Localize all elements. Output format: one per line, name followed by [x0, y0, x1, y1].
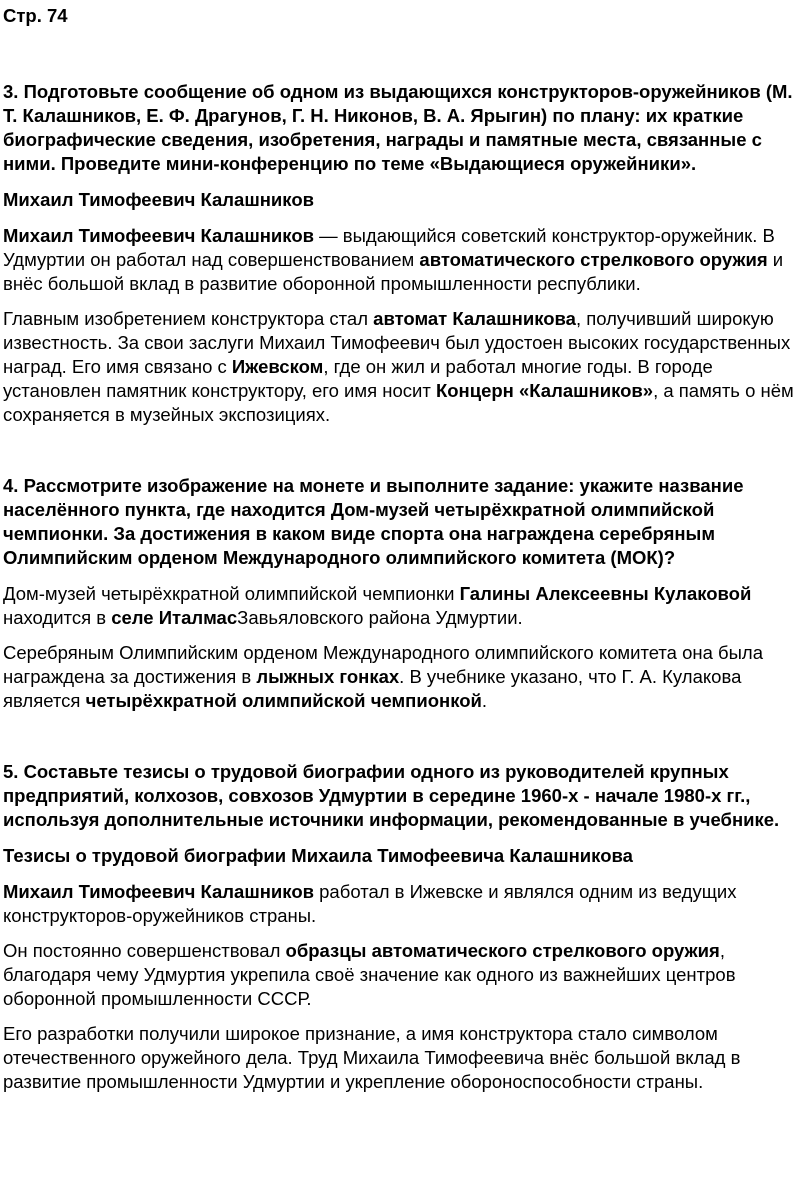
text: и внёс большой вклад в развитие оборонной промышленности республики.	[3, 249, 784, 294]
bold-text: лыжных гонках	[256, 666, 400, 687]
task-5-question: 5. Составьте тезисы о трудовой биографии одного из руководителей крупных предприятий, колхозов, совхозов Удмуртии в середине 1960-х - начале 1980-х гг., используя дополнительные источники информации, рекомендованные в учебнике.	[3, 761, 780, 830]
task-3-paragraph-1	[3, 224, 796, 296]
task-5-paragraph-3	[3, 1022, 796, 1094]
bold-text: автоматического стрелкового оружия	[419, 249, 768, 270]
bold-text: селе Италмас	[111, 607, 238, 628]
task-4-question: 4. Рассмотрите изображение на монете и выполните задание: укажите название населённого пункта, где находится Дом-музей четырёхкратной олимпийской чемпионки. За достижения в каком виде спорта она награждена серебряным Олимпийским орденом Международного олимпийского комитета (МОК)?	[3, 475, 744, 568]
bold-text: автомат Калашникова	[373, 308, 576, 329]
text: — выдающийся советский конструктор-оружейник. В Удмуртии он работал над совершенствованием	[3, 225, 775, 270]
bold-text: Михаил Тимофеевич Калашников	[3, 881, 314, 902]
text: , благодаря чему Удмуртия укрепила своё значение как одного из важнейших центров оборонной промышленности СССР.	[3, 940, 736, 1009]
text: , где он жил и работал многие годы. В городе установлен памятник конструктору, его имя носит	[3, 356, 713, 401]
task-3-heading: Михаил Тимофеевич Калашников	[3, 189, 314, 210]
text: , а память о нём сохраняется в музейных экспозициях.	[3, 380, 794, 425]
text: .	[481, 690, 488, 711]
bold-text: Галины Алексеевны Кулаковой	[459, 583, 752, 604]
bold-text: Концерн «Калашников»	[435, 380, 654, 401]
text: . В учебнике указано, что Г. А. Кулакова является	[3, 666, 742, 711]
task-4-paragraph-2	[3, 641, 796, 713]
text: работал в Ижевске и являлся одним из ведущих конструкторов-оружейников страны.	[3, 881, 737, 926]
task-3-section	[3, 80, 796, 427]
text: Главным изобретением конструктора стал	[3, 308, 374, 329]
text: Завьяловского района Удмуртии.	[237, 607, 523, 628]
text: Серебряным Олимпийским орденом Международного олимпийского комитета она была награждена за достижения в	[3, 642, 764, 687]
task-5-paragraph-2	[3, 939, 796, 1011]
section-spacer	[3, 724, 796, 760]
task-3-paragraph-2	[3, 307, 796, 427]
task-5-section	[3, 760, 796, 1094]
task-5-paragraph-1	[3, 880, 796, 928]
text: Он постоянно совершенствовал	[3, 940, 286, 961]
bold-text: Михаил Тимофеевич Калашников	[3, 225, 314, 246]
text: Дом-музей четырёхкратной олимпийской чемпионки	[3, 583, 460, 604]
task-4-paragraph-1	[3, 582, 796, 630]
text: Его разработки получили широкое признание, а имя конструктора стало символом отечественного оружейного дела. Труд Михаила Тимофеевича внёс большой вклад в развитие промышленности Удмуртии и укрепление обороноспособности страны.	[3, 1023, 741, 1092]
text: находится в	[3, 607, 112, 628]
task-4-section	[3, 474, 796, 713]
bold-text: четырёхкратной олимпийской чемпионкой	[85, 690, 482, 711]
bold-text: Ижевском	[231, 356, 324, 377]
page-number: Стр. 74	[3, 5, 68, 26]
task-5-heading: Тезисы о трудовой биографии Михаила Тимофеевича Калашникова	[3, 845, 633, 866]
text: , получивший широкую известность. За свои заслуги Михаил Тимофеевич был удостоен высоких государственных наград. Его имя связано с	[3, 308, 791, 377]
section-spacer	[3, 438, 796, 474]
bold-text: образцы автоматического стрелкового оружия	[285, 940, 720, 961]
task-3-question: 3. Подготовьте сообщение об одном из выдающихся конструкторов-оружейников (М. Т. Калашников, Е. Ф. Драгунов, Г. Н. Никонов, В. А. Ярыгин) по плану: их краткие биографические сведения, изобретения, награды и памятные места, связанные с ними. Проведите мини-конференцию по теме «Выдающиеся оружейники».	[3, 81, 793, 174]
